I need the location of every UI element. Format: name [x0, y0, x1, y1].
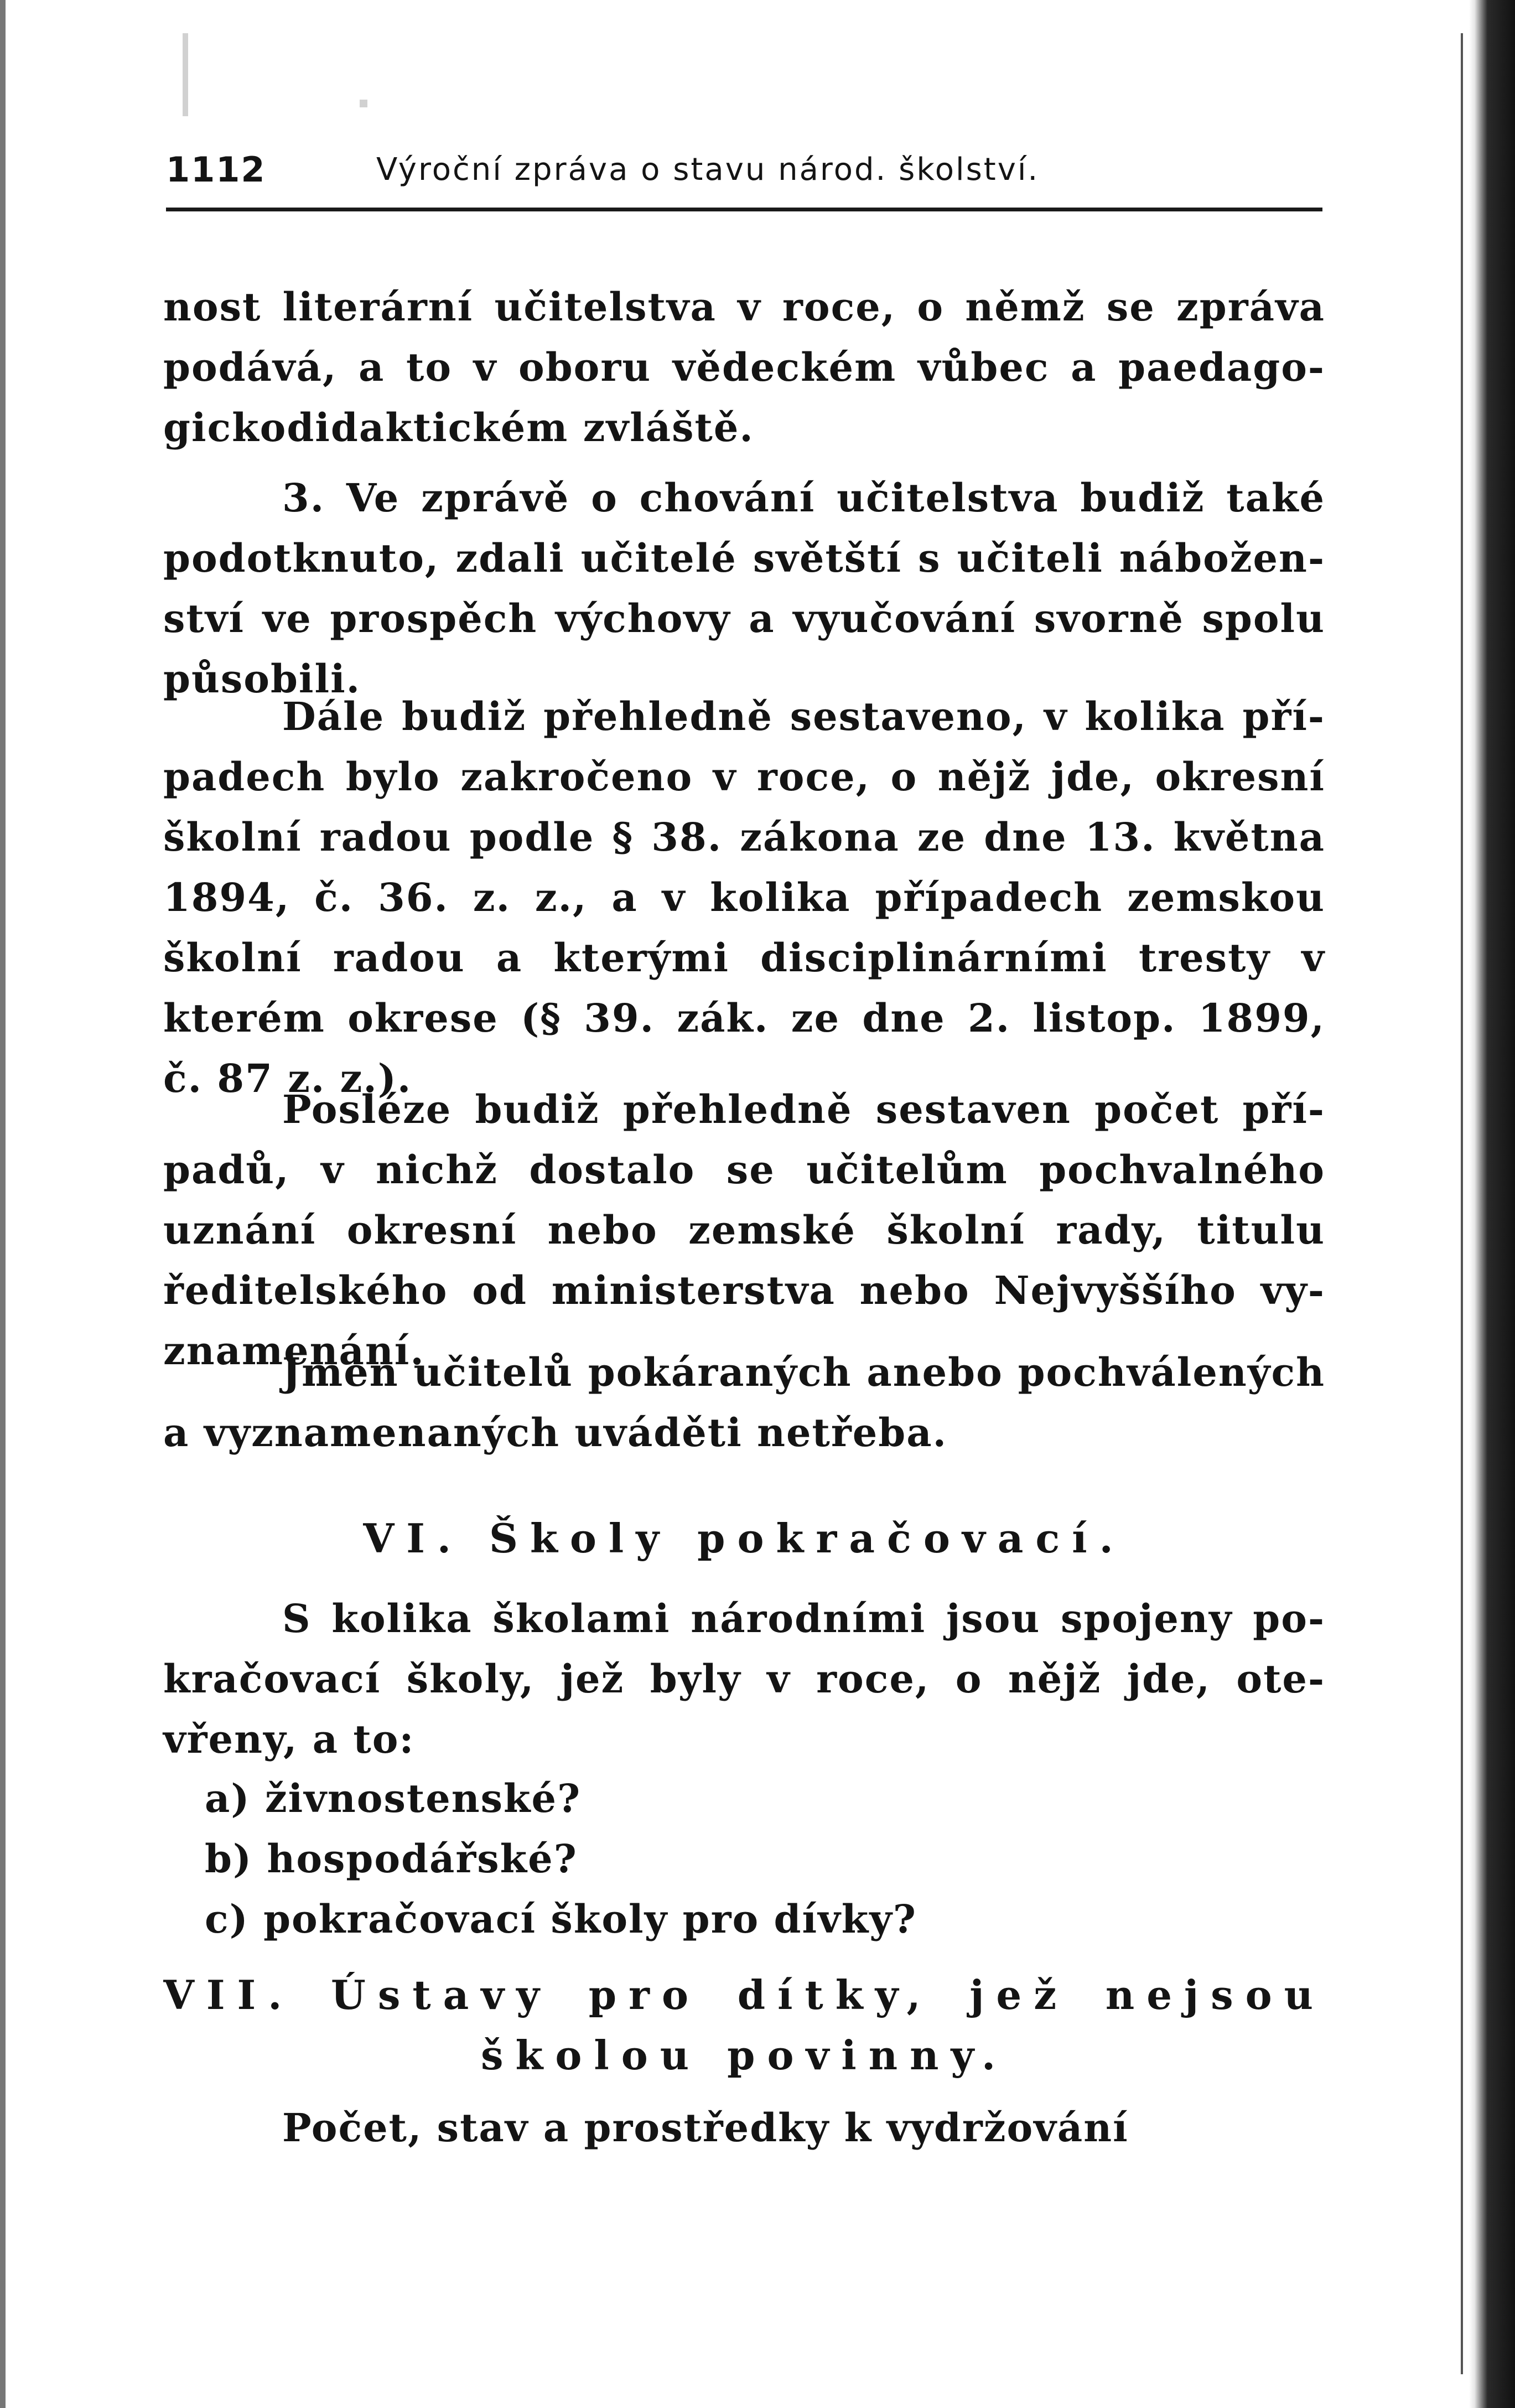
scan-binding-line — [1461, 33, 1463, 2374]
paragraph-1 — [163, 277, 1325, 458]
section-7-heading — [163, 1965, 1325, 2085]
section-6-heading — [163, 1508, 1325, 1568]
scan-smudge — [360, 100, 367, 107]
text-line: školní radou a kterými disciplinárními tresty v — [163, 935, 1325, 981]
text-line: Dále budiž přehledně sestaveno, v kolika pří- — [282, 693, 1325, 739]
text-line: Počet, stav a prostředky k vydržování — [282, 2105, 1129, 2151]
paragraph-3 — [163, 686, 1325, 1109]
text-line: padů, v nichž dostalo se učitelům pochvalného — [163, 1147, 1325, 1193]
page-number: 1112 — [166, 149, 266, 190]
section-6-list — [163, 1768, 1325, 1949]
list-item: b) hospodářské? — [205, 1836, 578, 1882]
list-item: c) pokračovací školy pro dívky? — [205, 1896, 917, 1942]
list-item: a) živnostenské? — [205, 1775, 582, 1821]
scan-smudge — [183, 33, 188, 116]
scan-left-edge — [0, 0, 6, 2408]
paragraph-4 — [163, 1079, 1325, 1381]
header-rule — [166, 208, 1322, 211]
text-line: podotknuto, zdali učitelé světští s učiteli nábožen- — [163, 535, 1325, 581]
text-line: ředitelského od ministerstva nebo Nejvyššího vy- — [163, 1267, 1325, 1313]
text-line: znamenání. — [163, 1328, 425, 1374]
section-heading-text: VI. Školy pokračovací. — [363, 1515, 1125, 1562]
text-line: S kolika školami národními jsou spojeny po- — [282, 1596, 1325, 1641]
paragraph-5 — [163, 1342, 1325, 1463]
text-line: nost literární učitelstva v roce, o němž se zpráva — [163, 284, 1325, 330]
text-line: kterém okrese (§ 39. zák. ze dne 2. listop. 1899, — [163, 995, 1325, 1041]
text-line: kračovací školy, jež byly v roce, o nějž jde, ote- — [163, 1656, 1325, 1702]
section-heading-text: školou povinny. — [480, 2032, 1008, 2079]
text-line: č. 87 z. z.). — [163, 1055, 412, 1101]
section-heading-text: VII. Ústavy pro dítky, jež nejsou — [163, 1971, 1325, 2018]
text-line: Jmen učitelů pokáraných anebo pochválených — [282, 1349, 1325, 1395]
text-line: ství ve prospěch výchovy a vyučování svorně spolu — [163, 595, 1325, 641]
text-line: gickodidaktickém zvláště. — [163, 405, 754, 450]
text-line: 1894, č. 36. z. z., a v kolika případech zemskou — [163, 874, 1325, 920]
scan-right-edge — [1469, 0, 1515, 2408]
text-line: vřeny, a to: — [163, 1716, 415, 1762]
running-head: Výroční zpráva o stavu národ. školství. — [376, 152, 1040, 188]
paragraph-2 — [163, 468, 1325, 709]
page-header — [166, 149, 1322, 202]
text-line: působili. — [163, 656, 361, 702]
text-line: padech bylo zakročeno v roce, o nějž jde, okresní — [163, 754, 1325, 800]
section-7-text — [163, 2098, 1325, 2158]
text-line: a vyznamenaných uváděti netřeba. — [163, 1410, 947, 1456]
text-line: podává, a to v oboru vědeckém vůbec a paedago- — [163, 344, 1325, 390]
text-line: školní radou podle § 38. zákona ze dne 13. května — [163, 814, 1325, 860]
text-line: uznání okresní nebo zemské školní rady, titulu — [163, 1207, 1325, 1253]
text-line: 3. Ve zprávě o chování učitelstva budiž také — [282, 475, 1325, 521]
text-line: Posléze budiž přehledně sestaven počet pří- — [282, 1086, 1325, 1132]
section-6-intro — [163, 1588, 1325, 1769]
